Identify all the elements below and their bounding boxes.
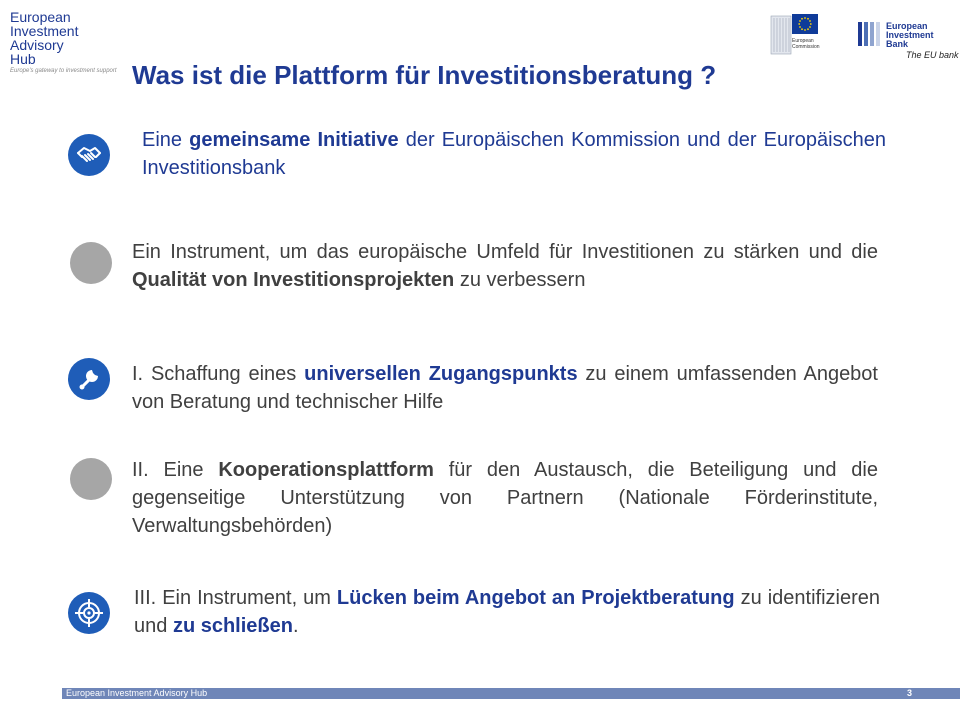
eib-name-line: Bank: [886, 39, 909, 49]
text-segment: II. Eine: [132, 459, 219, 481]
ec-name-line: European: [792, 38, 814, 44]
footer-text: European Investment Advisory Hub: [66, 688, 208, 698]
ec-name-line: Commission: [792, 44, 820, 50]
text-segment: Ein Instrument, um das europäische Umfeld für Investitionen zu stärken und die: [132, 241, 878, 263]
logo-line: Advisory: [10, 37, 64, 53]
logo-line: Hub: [10, 51, 36, 67]
row-text: [142, 126, 886, 182]
row-text: [132, 456, 878, 540]
eib-name-line: Investment: [886, 30, 934, 40]
text-segment: Eine: [142, 129, 190, 151]
eib-logo: [858, 16, 959, 66]
eib-name: [886, 22, 934, 49]
european-commission-logo: [770, 12, 850, 64]
eib-name-line: European: [886, 21, 928, 31]
highlight-text: zu schließen: [172, 615, 293, 637]
text-segment: zu einem umfassenden Angebot von Beratung und technischer Hilfe: [132, 363, 878, 413]
handshake-icon: [68, 134, 110, 176]
footer-bar: [62, 688, 960, 699]
ec-name: [792, 38, 820, 50]
text-segment: zu identifizieren und: [134, 587, 880, 637]
highlight-text: Qualität von Investitionsprojekten: [132, 269, 455, 291]
row-text: [134, 584, 880, 640]
text-segment: der Europäischen Kommission und der Europäischen Investitionsbank: [142, 129, 886, 179]
page-title: Was ist die Plattform für Investitionsberatung ?: [132, 60, 717, 90]
logo-line: European: [10, 9, 71, 25]
text-segment: III. Ein Instrument, um: [134, 587, 337, 609]
row-text: [132, 360, 878, 416]
logo-tagline: Europe's gateway to investment support: [10, 68, 117, 74]
logo-line: Investment: [10, 23, 79, 39]
eu-flag-icon: [792, 14, 818, 34]
eiah-logo: [10, 10, 130, 74]
target-icon: [68, 592, 110, 634]
text-segment: .: [292, 615, 299, 637]
page-number: 3: [906, 688, 912, 698]
text-segment: I. Schaffung eines: [132, 363, 305, 385]
eib-bars-icon: [858, 22, 882, 46]
highlight-text: gemeinsame Initiative: [189, 129, 399, 151]
building-icon: [770, 14, 792, 56]
highlight-text: Lücken beim Angebot an Projektberatung: [336, 587, 735, 609]
highlight-text: Kooperationsplattform: [218, 459, 434, 481]
wrench-icon: [68, 358, 110, 400]
text-segment: zu verbessern: [454, 269, 586, 291]
eib-tagline: The EU bank: [906, 50, 959, 60]
grey-circle-icon: [70, 242, 112, 284]
text-segment: für den Austausch, die Beteiligung und die gegenseitige Unterstützung von Partnern (Nationale Förderinstitute, Verwaltungsbehörden): [132, 459, 878, 537]
grey-circle-icon: [70, 458, 112, 500]
highlight-text: universellen Zugangspunkts: [304, 363, 578, 385]
row-text: [132, 238, 878, 294]
